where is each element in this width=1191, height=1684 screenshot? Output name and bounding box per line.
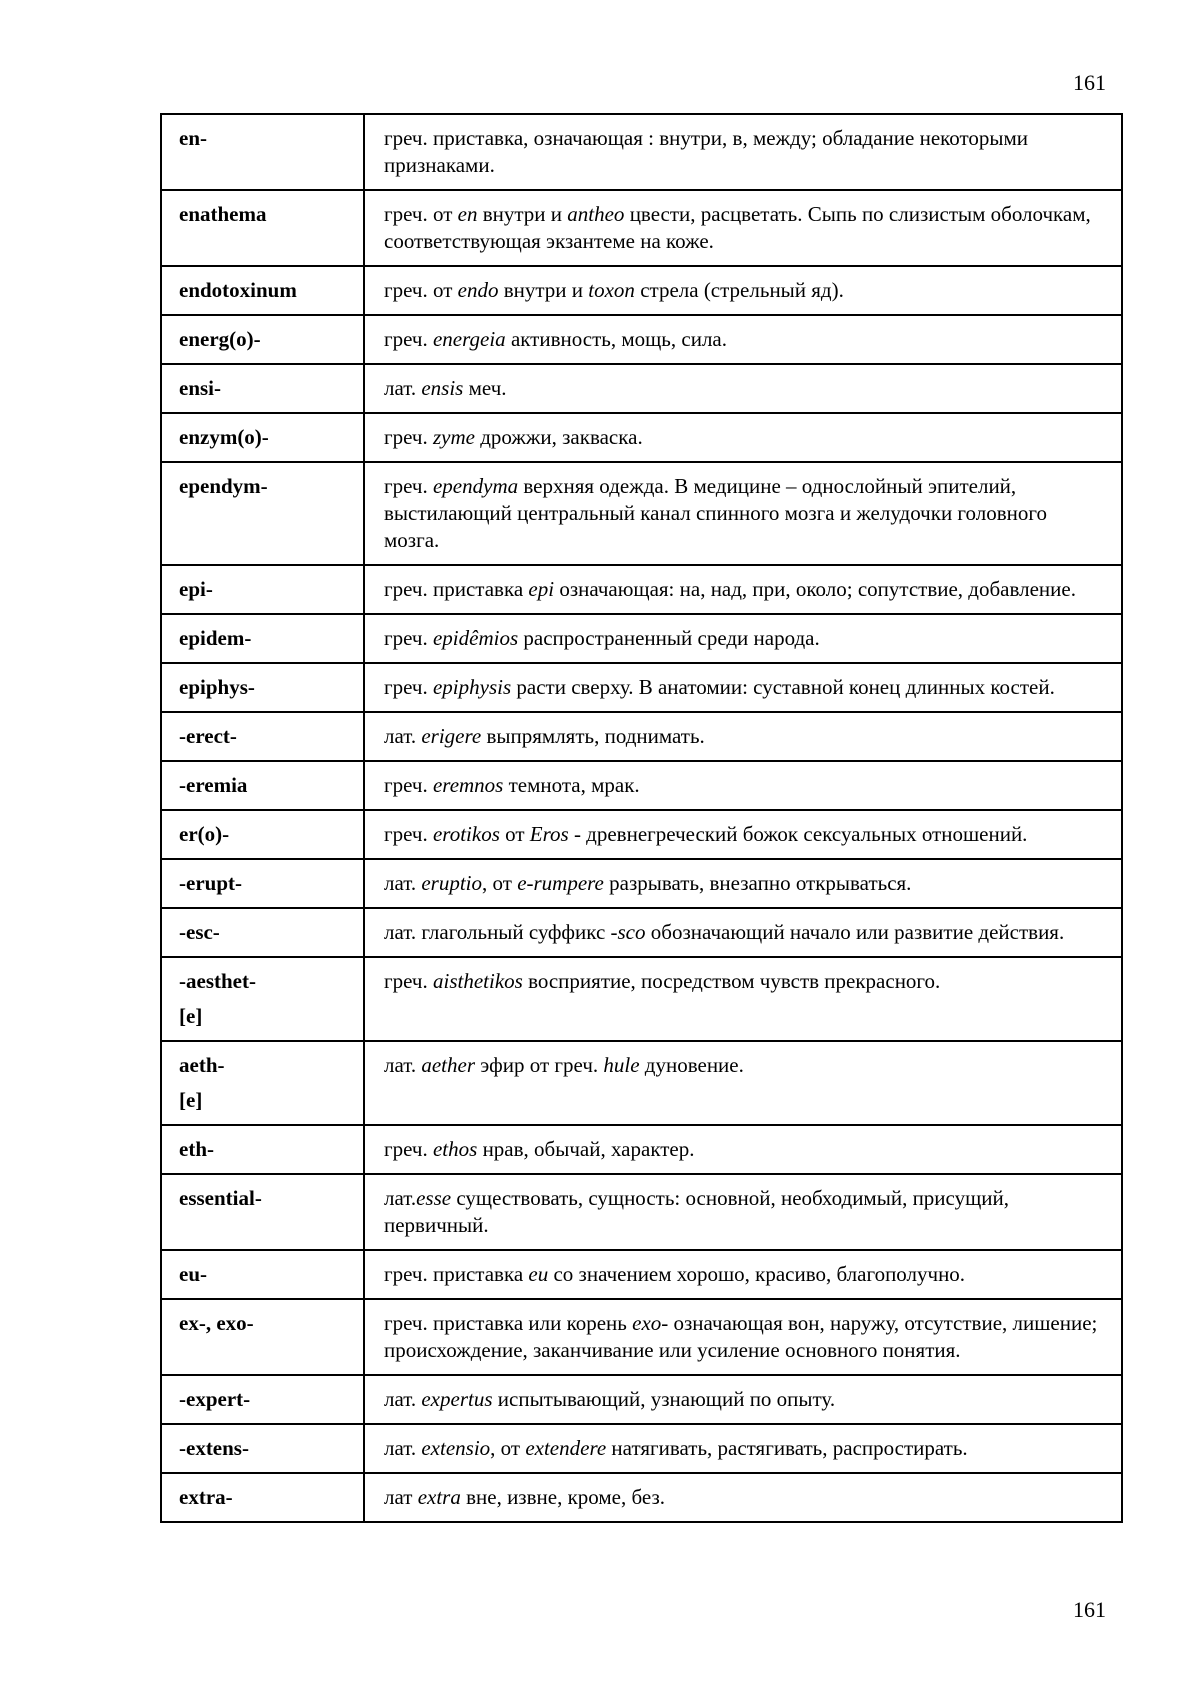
definition-cell — [364, 810, 1122, 859]
definition-text: означающая вон, наружу, отсутствие, лишение; происхождение, заканчивание или усиление основного понятия. — [384, 1311, 1098, 1362]
definition-text: лат — [384, 1485, 418, 1509]
definition-text: дрожжи, закваска. — [474, 425, 643, 449]
definition-text: греч. — [384, 822, 433, 846]
definition-cell — [364, 266, 1122, 315]
table-row — [161, 1299, 1122, 1375]
definition-text: , от — [490, 1436, 526, 1460]
term-text: -extens- — [179, 1436, 249, 1460]
term-cell — [161, 1299, 364, 1375]
definition-text: эфир от греч. — [475, 1053, 604, 1077]
term-cell — [161, 1473, 364, 1522]
table-row — [161, 1473, 1122, 1522]
definition-cell — [364, 908, 1122, 957]
table-row — [161, 663, 1122, 712]
definition-text: существовать, сущность: основной, необходимый, присущий, первичный. — [384, 1186, 1009, 1237]
table-row — [161, 114, 1122, 190]
term-text: -erect- — [179, 724, 237, 748]
definition-text: греч. приставка — [384, 577, 529, 601]
term-cell — [161, 712, 364, 761]
table-row — [161, 761, 1122, 810]
definition-italic: erotikos — [432, 822, 500, 846]
term-cell — [161, 663, 364, 712]
table-row — [161, 859, 1122, 908]
definition-italic: eremnos — [432, 773, 504, 797]
definition-cell — [364, 1041, 1122, 1125]
definition-text: внутри и — [477, 202, 568, 226]
definition-text: греч. — [384, 327, 433, 351]
definition-cell — [364, 114, 1122, 190]
term-text: ensi- — [179, 376, 221, 400]
term-cell — [161, 266, 364, 315]
term-text: enathema — [179, 202, 267, 226]
definition-cell — [364, 315, 1122, 364]
definition-text: греч. приставка — [384, 1262, 529, 1286]
table-row — [161, 1125, 1122, 1174]
term-cell — [161, 614, 364, 663]
definition-text: лат. — [384, 1436, 422, 1460]
definition-italic: epi — [528, 577, 555, 601]
definition-text: лат. глагольный суффикс — [384, 920, 611, 944]
definition-text: разрывать, внезапно открываться. — [603, 871, 912, 895]
definition-italic: extensio — [421, 1436, 491, 1460]
term-text: epi- — [179, 577, 213, 601]
table-row — [161, 957, 1122, 1041]
term-cell — [161, 1250, 364, 1299]
definition-text: лат. — [384, 1053, 422, 1077]
term-text: enzym(o)- — [179, 425, 269, 449]
definition-text: верхняя одежда. В медицине – однослойный эпителий, выстилающий центральный канал спинного мозга и желудочки головного мозга. — [384, 474, 1047, 552]
term-cell — [161, 315, 364, 364]
definition-italic: epiphysis — [432, 675, 512, 699]
definition-text: греч. — [384, 626, 433, 650]
term-text: -expert- — [179, 1387, 251, 1411]
definition-cell — [364, 663, 1122, 712]
definition-text: лат. — [384, 376, 422, 400]
table-row — [161, 614, 1122, 663]
definition-text: выпрямлять, поднимать. — [481, 724, 705, 748]
definition-text: цвести, расцветать. Сыпь по слизистым оболочкам, соответствующая экзантеме на коже. — [384, 202, 1091, 253]
definition-text: греч. — [384, 969, 433, 993]
term-text: eth- — [179, 1137, 214, 1161]
definition-cell — [364, 1375, 1122, 1424]
glossary-body — [161, 114, 1122, 1522]
term-cell — [161, 957, 364, 1041]
definition-text: - древнегреческий божок сексуальных отношений. — [568, 822, 1028, 846]
definition-text: греч. — [384, 1137, 433, 1161]
definition-text: обозначающий начало или развитие действия. — [645, 920, 1065, 944]
term-text: essential- — [179, 1186, 262, 1210]
definition-italic: aether — [421, 1053, 476, 1077]
term-text: en- — [179, 126, 207, 150]
table-row — [161, 190, 1122, 266]
table-row — [161, 1174, 1122, 1250]
definition-text: меч. — [463, 376, 507, 400]
term-text: energ(o)- — [179, 327, 261, 351]
table-row — [161, 1041, 1122, 1125]
definition-cell — [364, 761, 1122, 810]
definition-italic: endo — [457, 278, 499, 302]
term-cell — [161, 364, 364, 413]
definition-text: лат. — [384, 871, 422, 895]
definition-cell — [364, 462, 1122, 565]
term-text: -aesthet- — [179, 969, 256, 993]
definition-text: греч. — [384, 773, 433, 797]
definition-text: восприятие, посредством чувств прекрасного. — [522, 969, 941, 993]
definition-text: греч. приставка или корень — [384, 1311, 633, 1335]
definition-italic: antheo — [567, 202, 625, 226]
definition-italic: exo- — [632, 1311, 669, 1335]
term-cell — [161, 114, 364, 190]
definition-italic: aisthetikos — [432, 969, 523, 993]
term-variant: [e] — [179, 1004, 203, 1028]
term-text: eu- — [179, 1262, 207, 1286]
definition-text: греч. приставка, означающая : внутри, в, между; обладание некоторыми признаками. — [384, 126, 1029, 177]
glossary-table — [160, 113, 1123, 1523]
term-text: epiphys- — [179, 675, 255, 699]
table-row — [161, 712, 1122, 761]
definition-cell — [364, 364, 1122, 413]
term-cell — [161, 810, 364, 859]
term-text: epidem- — [179, 626, 252, 650]
term-cell — [161, 1174, 364, 1250]
term-text: -erupt- — [179, 871, 242, 895]
definition-italic: energeia — [432, 327, 506, 351]
definition-text: темнота, мрак. — [503, 773, 640, 797]
definition-italic: zyme — [432, 425, 475, 449]
definition-text: лат. — [384, 1186, 417, 1210]
table-row — [161, 1250, 1122, 1299]
term-cell — [161, 413, 364, 462]
definition-cell — [364, 413, 1122, 462]
definition-text: стрела (стрельный яд). — [634, 278, 844, 302]
term-text: ex-, exo- — [179, 1311, 254, 1335]
term-cell — [161, 1375, 364, 1424]
definition-text: распространенный среди народа. — [518, 626, 820, 650]
definition-italic: extendere — [525, 1436, 607, 1460]
definition-text: вне, извне, кроме, без. — [460, 1485, 666, 1509]
table-row — [161, 413, 1122, 462]
definition-cell — [364, 1250, 1122, 1299]
term-text: aeth- — [179, 1053, 225, 1077]
definition-text: дуновение. — [639, 1053, 744, 1077]
term-variant: [e] — [179, 1088, 203, 1112]
term-text: -esc- — [179, 920, 220, 944]
definition-cell — [364, 1125, 1122, 1174]
definition-text: активность, мощь, сила. — [505, 327, 727, 351]
definition-text: лат. — [384, 1387, 422, 1411]
definition-italic: epidêmios — [432, 626, 519, 650]
term-cell — [161, 565, 364, 614]
definition-text: греч. — [384, 425, 433, 449]
table-row — [161, 266, 1122, 315]
definition-text: греч. от — [384, 278, 458, 302]
definition-cell — [364, 712, 1122, 761]
definition-text: расти сверху. В анатомии: суставной конец длинных костей. — [511, 675, 1055, 699]
definition-italic: extra — [417, 1485, 461, 1509]
table-row — [161, 364, 1122, 413]
definition-italic: hule — [603, 1053, 640, 1077]
definition-text: греч. — [384, 474, 433, 498]
term-cell — [161, 1041, 364, 1125]
definition-italic: e-rumpere — [517, 871, 604, 895]
definition-text: испытывающий, узнающий по опыту. — [492, 1387, 836, 1411]
term-text: endotoxinum — [179, 278, 297, 302]
term-text: -eremia — [179, 773, 248, 797]
definition-italic: erigere — [421, 724, 482, 748]
definition-text: греч. — [384, 675, 433, 699]
term-cell — [161, 761, 364, 810]
term-cell — [161, 1424, 364, 1473]
term-text: er(o)- — [179, 822, 230, 846]
definition-italic: eu — [528, 1262, 549, 1286]
table-row — [161, 462, 1122, 565]
definition-italic: ensis — [421, 376, 464, 400]
definition-cell — [364, 614, 1122, 663]
definition-text: греч. от — [384, 202, 458, 226]
definition-text: со значением хорошо, красиво, благополучно. — [548, 1262, 966, 1286]
definition-text: натягивать, растягивать, распростирать. — [606, 1436, 968, 1460]
definition-italic: -sco — [610, 920, 646, 944]
definition-cell — [364, 1473, 1122, 1522]
term-text: ependym- — [179, 474, 268, 498]
definition-italic: Eros — [529, 822, 569, 846]
term-cell — [161, 462, 364, 565]
table-row — [161, 315, 1122, 364]
definition-cell — [364, 1174, 1122, 1250]
definition-cell — [364, 190, 1122, 266]
definition-italic: ependyma — [432, 474, 519, 498]
definition-italic: esse — [416, 1186, 452, 1210]
definition-text: лат. — [384, 724, 422, 748]
term-cell — [161, 1125, 364, 1174]
definition-italic: ethos — [432, 1137, 478, 1161]
page-number-bottom: 161 — [1073, 1597, 1106, 1622]
table-row — [161, 1375, 1122, 1424]
definition-cell — [364, 1424, 1122, 1473]
term-cell — [161, 908, 364, 957]
definition-text: , от — [482, 871, 518, 895]
definition-italic: toxon — [588, 278, 635, 302]
table-row — [161, 908, 1122, 957]
term-cell — [161, 859, 364, 908]
definition-text: означающая: на, над, при, около; сопутствие, добавление. — [554, 577, 1076, 601]
definition-italic: eruptio — [421, 871, 483, 895]
term-cell — [161, 190, 364, 266]
table-row — [161, 565, 1122, 614]
page-number-top: 161 — [1073, 70, 1106, 95]
definition-italic: en — [457, 202, 478, 226]
definition-cell — [364, 957, 1122, 1041]
table-row — [161, 810, 1122, 859]
table-row — [161, 1424, 1122, 1473]
definition-cell — [364, 859, 1122, 908]
definition-cell — [364, 565, 1122, 614]
definition-italic: expertus — [421, 1387, 493, 1411]
definition-cell — [364, 1299, 1122, 1375]
definition-text: от — [499, 822, 530, 846]
definition-text: нрав, обычай, характер. — [477, 1137, 695, 1161]
definition-text: внутри и — [498, 278, 589, 302]
term-text: extra- — [179, 1485, 233, 1509]
